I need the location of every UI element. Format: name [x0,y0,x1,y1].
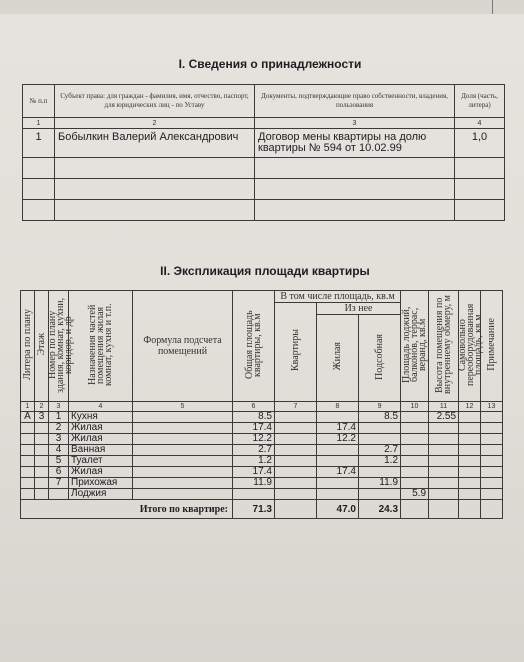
row-share: 1,0 [455,129,505,158]
cell-floor [35,423,49,434]
cell-litera [21,478,35,489]
cell-living [317,412,359,423]
section1-title: I. Сведения о принадлежности [178,57,362,71]
table-row [23,179,505,200]
header-living: Жилая [317,315,359,402]
cell-litera: А [21,412,35,423]
cell-total: 2.7 [233,445,275,456]
colnum: 1 [23,118,55,129]
cell-floor: 3 [35,412,49,423]
table-row [21,412,503,423]
total-label: Итого по квартире: [21,500,233,519]
cell-loggia [401,478,429,489]
header-auxiliary: Подсобная [359,315,401,402]
total-living: 47.0 [317,500,359,519]
cell-room-name: Лоджия [69,489,133,500]
cell-aux [359,434,401,445]
table-row [21,445,503,456]
cell-loggia [401,445,429,456]
cell-room-no: 7 [49,478,69,489]
cell-litera [21,489,35,500]
cell-height [429,434,459,445]
colnum: 12 [459,402,481,412]
cell-total [233,489,275,500]
total-aux: 24.3 [359,500,401,519]
row-subject: Бобылкин Валерий Александрович [55,129,255,158]
colnum: 2 [35,402,49,412]
table-row [23,200,505,221]
cell-total: 8.5 [233,412,275,423]
cell-loggia [401,456,429,467]
cell-room-no: 1 [49,412,69,423]
colnum: 1 [21,402,35,412]
cell-height [429,456,459,467]
cell-room-name: Ванная [69,445,133,456]
colnum: 8 [317,402,359,412]
header-share: Доля (часть, литера) [455,85,505,118]
cell-aux [359,467,401,478]
ownership-header-row [23,85,505,118]
cell-room-no: 4 [49,445,69,456]
cell-room-name: Жилая [69,467,133,478]
cell-room-name: Прихожая [69,478,133,489]
cell-living: 17.4 [317,423,359,434]
cell-aux [359,423,401,434]
row-document: Договор мены квартиры на долю квартиры № 594 от 10.02.99 [255,129,455,158]
header-num: № п.п [23,85,55,118]
cell-living [317,478,359,489]
cell-living: 12.2 [317,434,359,445]
header-note: Примечание [481,291,503,402]
table-row [23,158,505,179]
cell-height [429,467,459,478]
colnum: 13 [481,402,503,412]
colnum: 10 [401,402,429,412]
ownership-table [22,84,505,221]
table-row [21,478,503,489]
cell-height [429,489,459,500]
header-room-name: Назначения частей помещения жилая комнат, кухня и т.п. [69,291,133,402]
cell-total: 17.4 [233,423,275,434]
cell-room-name: Жилая [69,434,133,445]
edge-line [492,0,493,14]
table-row [21,467,503,478]
cell-living [317,456,359,467]
header-subject: Субъект права: для граждан - фамилия, имя, отчество, паспорт, для юридических лиц - по Уставу [55,85,255,118]
cell-living: 17.4 [317,467,359,478]
header-documents: Документы, подтверждающие право собственности, владения, пользования [255,85,455,118]
cell-litera [21,445,35,456]
cell-room-no: 3 [49,434,69,445]
header-floor: Этаж [35,291,49,402]
colnum: 3 [49,402,69,412]
cell-loggia: 5.9 [401,489,429,500]
cell-loggia [401,412,429,423]
cell-aux [359,489,401,500]
header-total-area: Общая площадь квартиры, кв.м [233,291,275,402]
cell-total: 1.2 [233,456,275,467]
cell-height: 2.55 [429,412,459,423]
colnum: 4 [69,402,133,412]
colnum: 9 [359,402,401,412]
colnum: 6 [233,402,275,412]
total-row [21,500,503,519]
table-row [21,456,503,467]
cell-room-no: 6 [49,467,69,478]
table-row [21,423,503,434]
colnum: 11 [429,402,459,412]
cell-floor [35,456,49,467]
colnum: 3 [255,118,455,129]
top-edge [0,0,524,14]
cell-room-name: Туалет [69,456,133,467]
header-unauthorized: Самовольно переоборудованная площадь, кв.м [459,291,481,402]
cell-living [317,445,359,456]
cell-total: 11.9 [233,478,275,489]
header-apartments: Квартиры [275,303,317,402]
cell-living [317,489,359,500]
colnum: 4 [455,118,505,129]
header-room-no: Номер по плану здания, комнат, кухни, коридор, и др [49,291,69,402]
explication-table [20,290,503,519]
cell-litera [21,456,35,467]
row-num: 1 [23,129,55,158]
header-height: Высота помещения по внутреннему обмеру, м [429,291,459,402]
table-row [23,129,505,158]
header-incl: В том числе площадь, кв.м [275,291,401,303]
cell-room-no: 2 [49,423,69,434]
cell-total: 12.2 [233,434,275,445]
colnum: 2 [55,118,255,129]
cell-floor [35,434,49,445]
ownership-colnum-row [23,118,505,129]
cell-room-name: Жилая [69,423,133,434]
cell-room-name: Кухня [69,412,133,423]
header-litera: Литера по плану [21,291,35,402]
total-area: 71.3 [233,500,275,519]
header-formula: Формула подсчета помещений [133,291,233,402]
explication-header-row1 [21,291,503,303]
header-of-it: Из нее [317,303,401,315]
cell-floor [35,467,49,478]
cell-height [429,478,459,489]
explication-colnum-row [21,402,503,412]
cell-floor [35,445,49,456]
cell-height [429,423,459,434]
colnum: 7 [275,402,317,412]
cell-floor [35,478,49,489]
cell-aux: 1.2 [359,456,401,467]
cell-aux: 2.7 [359,445,401,456]
cell-floor [35,489,49,500]
cell-aux: 8.5 [359,412,401,423]
cell-aux: 11.9 [359,478,401,489]
cell-total: 17.4 [233,467,275,478]
colnum: 5 [133,402,233,412]
cell-loggia [401,434,429,445]
cell-height [429,445,459,456]
cell-loggia [401,467,429,478]
cell-litera [21,434,35,445]
header-loggia: Площадь лоджий, балконов, террас, веранд, кв.м [401,291,429,402]
table-row [21,489,503,500]
section2-title: II. Экспликация площади квартиры [160,264,370,278]
cell-room-no [49,489,69,500]
cell-litera [21,467,35,478]
cell-room-no: 5 [49,456,69,467]
cell-loggia [401,423,429,434]
table-row [21,434,503,445]
cell-litera [21,423,35,434]
